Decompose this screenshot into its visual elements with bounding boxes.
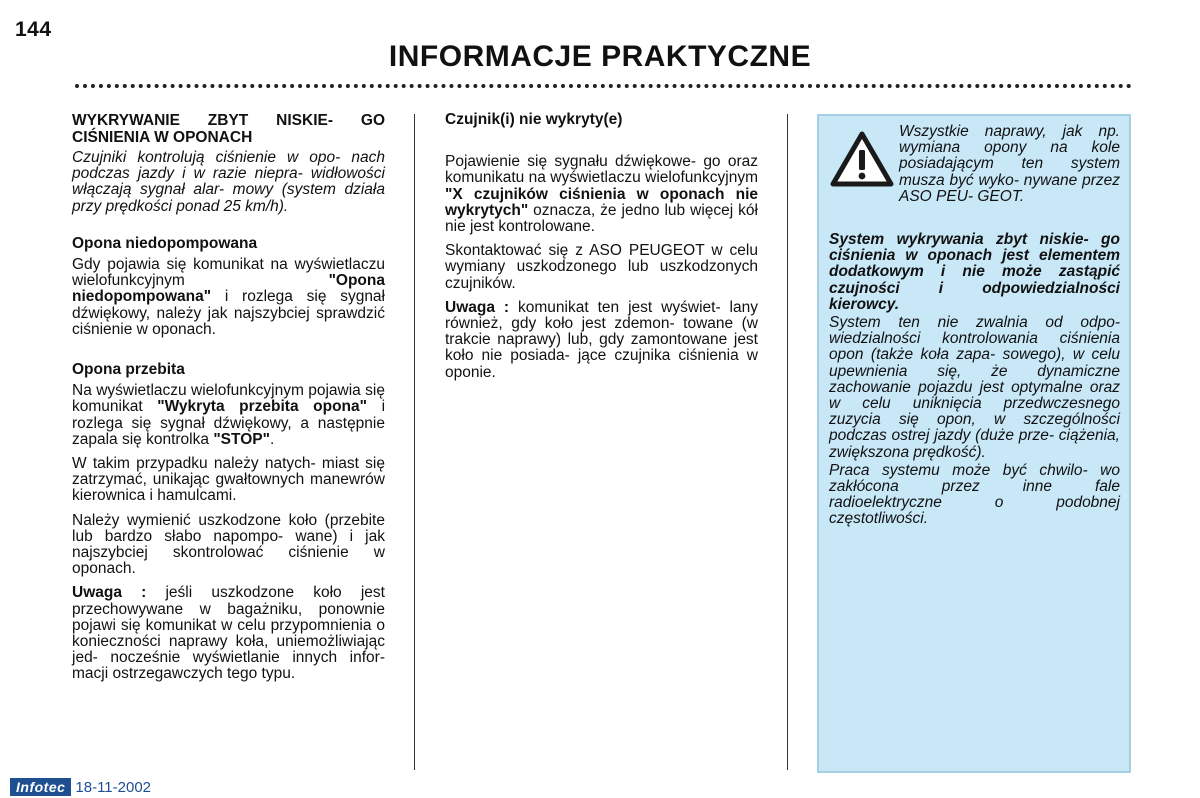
intro-paragraph: Czujniki kontrolują ciśnienie w opo- nach podczas jazdy i w razie niepra- widłowości włączają sygnał alar- mowy (system działa przy prędkości ponad 25 km/h). [72, 149, 385, 215]
message-text: "Opona niedopompowana" [72, 272, 385, 306]
footer [10, 776, 151, 798]
subheading-under-inflated: Opona niedopompowana [72, 234, 258, 252]
text-span: Gdy pojawia się komunikat na wyświetlaczu wielofunkcyjnym [72, 256, 385, 290]
under-inflated-paragraph [72, 257, 385, 338]
footer-date: 18-11-2002 [75, 778, 152, 796]
text-span: Pojawienie się sygnału dźwiękowe- go oraz komunikatu na wyświetlaczu wielofunkcyjnym [445, 153, 758, 187]
note-label: Uwaga : [72, 584, 147, 602]
column-divider [787, 114, 788, 770]
puncture-paragraph-2: W takim przypadku należy natych- miast się zatrzymać, unikając gwałtownych manewrów kierownica i hamulcami. [72, 455, 385, 505]
subheading-puncture: Opona przebita [72, 361, 185, 379]
subheading-sensor-not-detected: Czujnik(i) nie wykryty(e) [445, 111, 623, 128]
page-number: 144 [15, 18, 52, 41]
column-1 [72, 112, 385, 691]
note-label: Uwaga : [445, 298, 510, 316]
message-text: "Wykryta przebita opona" [157, 398, 367, 416]
text-span: . [269, 430, 275, 448]
puncture-paragraph-3: Należy wymienić uszkodzone koło (przebite lub bardzo słabo napompo- wane) i jak najszybciej skontrolować ciśnienie w oponach. [72, 511, 385, 578]
box-paragraph-3: Praca systemu może być chwilo- wo zakłócona przez inne fale radioelektryczne o podobnej częstotliwości. [829, 461, 1120, 528]
text-span: oznacza, że jedno lub więcej kół nie jest kontrolowane. [445, 201, 758, 236]
box-paragraph-2: System ten nie zwalnia od odpo- wiedzialności kontrolowania ciśnienia opon (także koła zapa- sowego), w celu upewnienia się, że dynamiczne zachowanie pojazdu jest optymalne oraz w celu uniknięcia przedwczesnego zuzycia się opon, w szczególności podczas ostrej jazdy (duże prze- ciążenia, zwiększona prędkość). [829, 314, 1120, 461]
warning-box [817, 114, 1131, 773]
warning-triangle-icon [829, 130, 895, 190]
sensor-paragraph-1 [445, 154, 758, 235]
infotec-logo: Infotec [10, 778, 71, 796]
message-text: "X czujników ciśnienia w oponach nie wykrytych" [445, 185, 758, 219]
dotted-divider [75, 84, 1132, 88]
puncture-note [72, 585, 385, 682]
text-span: jeśli uszkodzone koło jest przechowywane w bagażniku, ponownie pojawi się komunikat w celu przypomnienia o konieczności naprawy koła, uniemożliwiając jed- nocześnie wyświetlanie innych infor- macji ostrzegawczych tego typu. [72, 584, 385, 683]
text-span: komunikat ten jest wyświet- lany również, gdy koło jest zdemon- towane (w trakcie naprawy) lub, gdy zamontowane jest koło nie posiada- jące czujnika ciśnienia w oponie. [445, 298, 758, 381]
text-span: i rozlega się sygnał dźwiękowy, należy jak najszybciej sprawdzić ciśnienie w oponach. [72, 288, 385, 338]
puncture-paragraph-1 [72, 383, 385, 448]
section-title: WYKRYWANIE ZBYT NISKIE- GO CIŚNIENIA W OPONACH [72, 112, 385, 146]
column-divider [414, 114, 415, 770]
page-title: INFORMACJE PRAKTYCZNE [388, 40, 812, 73]
stop-label: "STOP" [213, 430, 270, 448]
sensor-note [445, 300, 758, 381]
sensor-paragraph-2: Skontaktować się z ASO PEUGEOT w celu wymiany uszkodzonego lub uszkodzonych czujników. [445, 242, 758, 292]
column-2 [445, 112, 758, 389]
warning-text: Wszystkie naprawy, jak np. wymiana opony na kole posiadającym ten system musza być wyko- nywane przez ASO PEU- GEOT. [899, 123, 1120, 205]
text-span: i rozlega się sygnał dźwiękowy, a następnie zapala się kontrolka [72, 398, 386, 448]
box-body [829, 232, 1120, 530]
text-span: Na wyświetlaczu wielofunkcyjnym pojawia się komunikat [72, 382, 385, 416]
box-bold-paragraph: System wykrywania zbyt niskie- go ciśnienia w oponach jest elementem dodatkowym i nie może zastąpić czujności i odpowiedzialności kierowcy. [829, 231, 1120, 313]
